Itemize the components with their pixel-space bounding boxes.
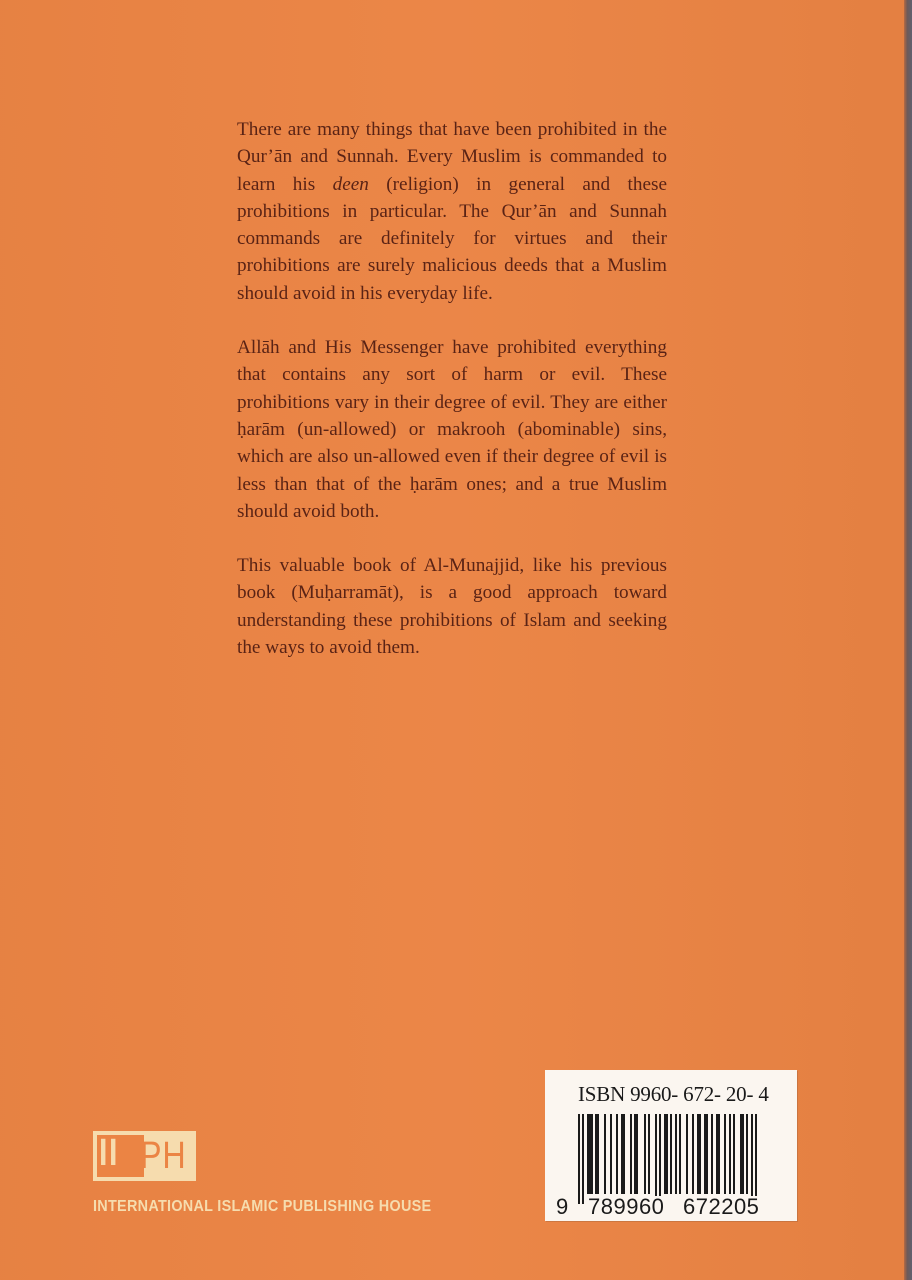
blurb-paragraph-1-start: There are many things that have been prohibited in the Qur’ān and Sunnah. Every Muslim is commanded to learn his: [237, 119, 667, 195]
blurb-paragraph-1: [237, 116, 667, 307]
blurb-paragraph-1-end: (religion) in general and these prohibitions in particular. The Qur’ān and Sunnah commands are definitely for virtues and their prohibitions are surely malicious deeds that a Muslim should avoid in his everyday life.: [237, 173, 667, 304]
publisher-logo-ph: PH: [140, 1135, 187, 1177]
blurb-emphasis-deen: deen: [332, 173, 369, 195]
publisher-name: INTERNATIONAL ISLAMIC PUBLISHING HOUSE: [93, 1198, 432, 1215]
isbn-label: ISBN 9960- 672- 20- 4: [578, 1082, 769, 1106]
publisher-logo-ii: II: [99, 1132, 120, 1174]
barcode-icon: [578, 1114, 790, 1204]
blurb-text: [237, 116, 667, 688]
isbn-barcode-box: [545, 1070, 797, 1221]
blurb-paragraph-2: Allāh and His Messenger have prohibited everything that contains any sort of harm or evil. These prohibitions vary in their degree of evil. They are either ḥarām (un-allowed) or makrooh (abominable) sins, which are also un-allowed even if their degree of evil is less than that of the ḥarām ones; and a true Muslim should avoid both.: [237, 337, 667, 522]
barcode-first-digit: 9: [556, 1194, 569, 1219]
barcode-right-digits: 672205: [683, 1194, 760, 1219]
book-edge: [904, 0, 912, 1280]
blurb-paragraph-3: This valuable book of Al-Munajjid, like his previous book (Muḥarramāt), is a good approach toward understanding these prohibitions of Islam and seeking the ways to avoid them.: [237, 555, 667, 659]
publisher-logo: [93, 1131, 196, 1181]
barcode-left-digits: 789960: [588, 1194, 665, 1219]
